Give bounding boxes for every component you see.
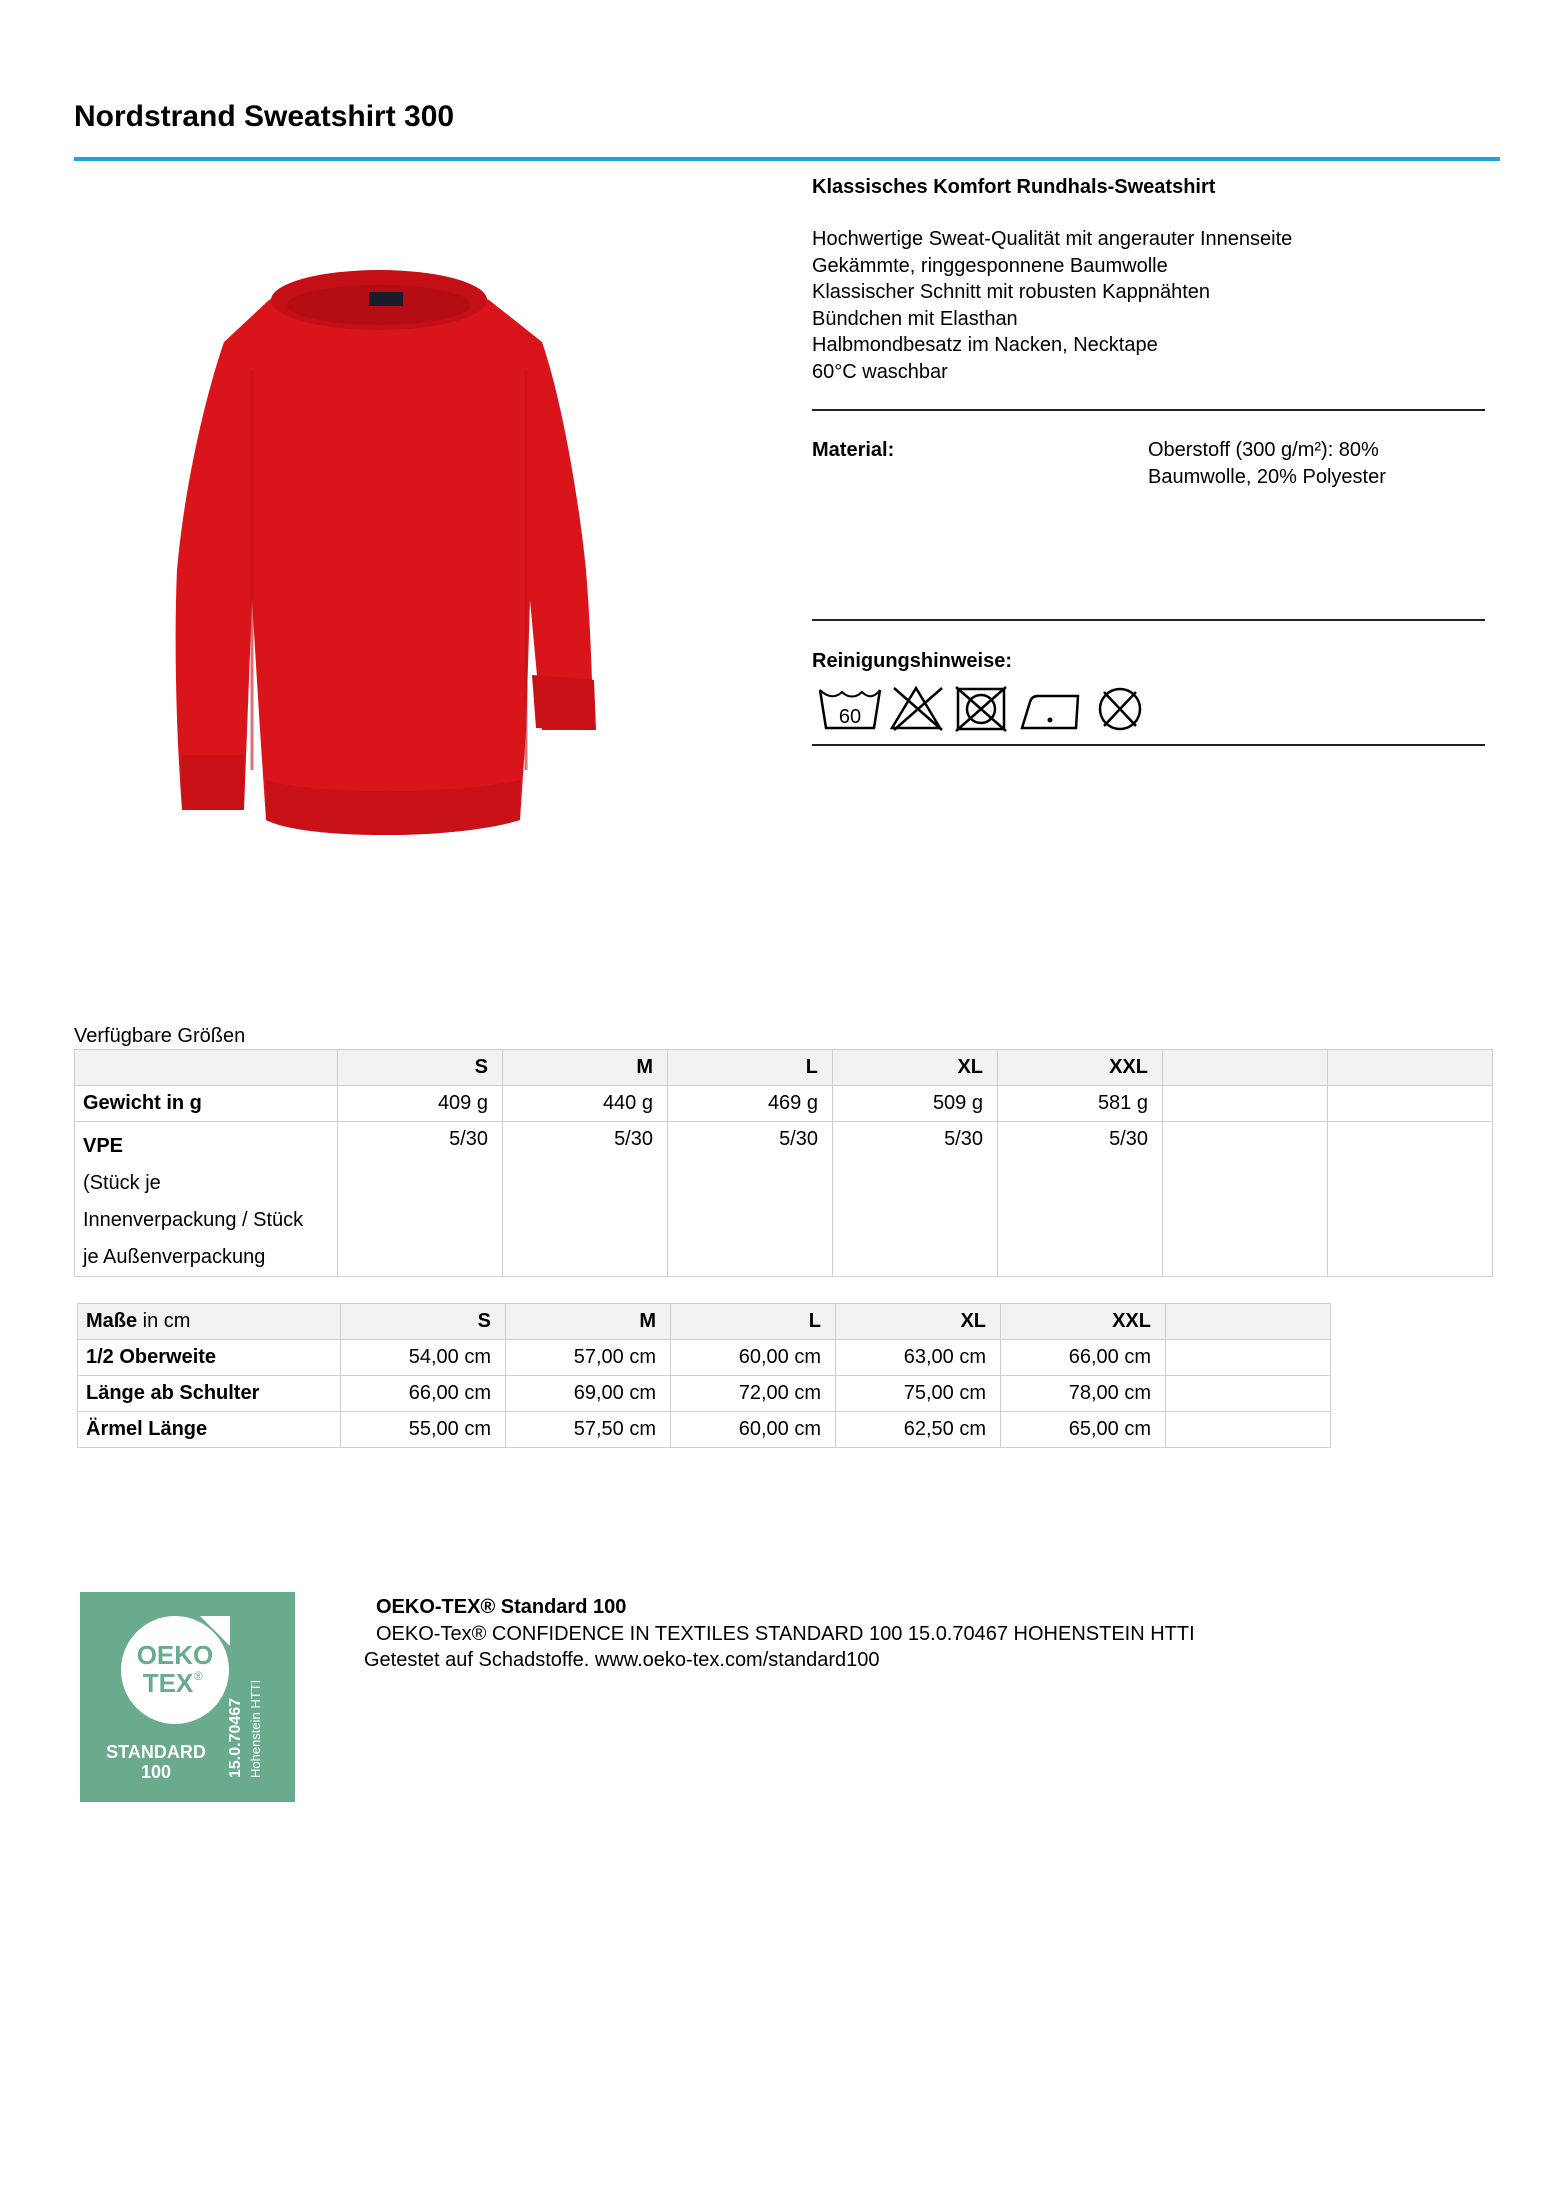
no-tumble-dry-icon bbox=[956, 687, 1006, 731]
header-cell bbox=[1163, 1050, 1328, 1086]
table-cell: 5/30 bbox=[998, 1122, 1163, 1277]
care-label: Reinigungshinweise: bbox=[812, 650, 1013, 672]
svg-text:Hohenstein HTTI: Hohenstein HTTI bbox=[248, 1679, 263, 1778]
no-bleach-icon bbox=[892, 688, 942, 730]
table-cell: 54,00 cm bbox=[341, 1340, 506, 1376]
table-cell: 72,00 cm bbox=[671, 1376, 836, 1412]
header-cell: S bbox=[341, 1304, 506, 1340]
row-label: 1/2 Oberweite bbox=[78, 1340, 341, 1376]
table-cell bbox=[1163, 1086, 1328, 1122]
table-row bbox=[78, 1412, 1331, 1448]
table-row bbox=[78, 1376, 1331, 1412]
table-cell: 60,00 cm bbox=[671, 1412, 836, 1448]
feature-item: 60°C waschbar bbox=[812, 360, 948, 383]
product-image bbox=[74, 170, 684, 970]
header-cell: XL bbox=[833, 1050, 998, 1086]
svg-text:STANDARD: STANDARD bbox=[106, 1742, 206, 1762]
feature-item: Halbmondbesatz im Nacken, Necktape bbox=[812, 334, 1158, 356]
table-cell: 66,00 cm bbox=[1001, 1340, 1166, 1376]
cert-line: Getestet auf Schadstoffe. www.oeko-tex.com/standard100 bbox=[364, 1649, 880, 1671]
header-cell: XXL bbox=[998, 1050, 1163, 1086]
table-cell bbox=[1166, 1376, 1331, 1412]
cert-title: OEKO-TEX® Standard 100 bbox=[376, 1596, 627, 1618]
title-rule bbox=[74, 157, 1500, 161]
table-cell: 409 g bbox=[338, 1086, 503, 1122]
table-cell: 69,00 cm bbox=[506, 1376, 671, 1412]
no-dry-clean-icon bbox=[1100, 689, 1140, 729]
divider bbox=[812, 619, 1485, 621]
table-cell: 57,50 cm bbox=[506, 1412, 671, 1448]
table-cell: 75,00 cm bbox=[836, 1376, 1001, 1412]
wash-60-icon bbox=[820, 690, 880, 728]
iron-low-icon bbox=[1022, 696, 1078, 728]
header-cell bbox=[1328, 1050, 1493, 1086]
feature-item: Bündchen mit Elasthan bbox=[812, 307, 1018, 330]
table-header-row bbox=[75, 1050, 1493, 1086]
row-label: Länge ab Schulter bbox=[78, 1376, 341, 1412]
row-label: Ärmel Länge bbox=[78, 1412, 341, 1448]
svg-text:100: 100 bbox=[140, 1762, 172, 1782]
vpe-note: je Außenverpackung bbox=[83, 1246, 266, 1268]
table-row bbox=[75, 1086, 1493, 1122]
care-symbols bbox=[818, 684, 1158, 734]
feature-item: Gekämmte, ringgesponnene Baumwolle bbox=[812, 254, 1168, 277]
neck-label bbox=[369, 292, 403, 306]
table-cell: 5/30 bbox=[503, 1122, 668, 1277]
svg-text:OEKO: OEKO bbox=[136, 1640, 214, 1670]
table-cell bbox=[1328, 1086, 1493, 1122]
svg-text:®: ® bbox=[194, 1669, 203, 1683]
table-cell: 66,00 cm bbox=[341, 1376, 506, 1412]
row-label bbox=[75, 1122, 338, 1277]
divider bbox=[812, 744, 1485, 746]
header-cell: XXL bbox=[1001, 1304, 1166, 1340]
header-cell: M bbox=[503, 1050, 668, 1086]
table-cell: 55,00 cm bbox=[341, 1412, 506, 1448]
table-cell: 62,50 cm bbox=[836, 1412, 1001, 1448]
vpe-note: Innenverpackung / Stück bbox=[83, 1209, 304, 1231]
header-cell: XL bbox=[836, 1304, 1001, 1340]
header-cell bbox=[78, 1304, 341, 1340]
certification-text bbox=[364, 1594, 1195, 1674]
table-cell: 60,00 cm bbox=[671, 1340, 836, 1376]
table-cell: 63,00 cm bbox=[836, 1340, 1001, 1376]
oeko-tex-logo bbox=[80, 1592, 295, 1802]
table-cell: 581 g bbox=[998, 1086, 1163, 1122]
material-label: Material: bbox=[812, 439, 895, 461]
table-cell: 509 g bbox=[833, 1086, 998, 1122]
divider bbox=[812, 409, 1485, 411]
vpe-label: VPE bbox=[83, 1135, 124, 1157]
material-value: Oberstoff (300 g/m²): 80% Baumwolle, 20% Polyester bbox=[1148, 439, 1386, 488]
measures-label-bold: Maße bbox=[86, 1310, 138, 1332]
table-cell: 469 g bbox=[668, 1086, 833, 1122]
header-cell bbox=[75, 1050, 338, 1086]
row-label: Gewicht in g bbox=[75, 1086, 338, 1122]
table-cell bbox=[1328, 1122, 1493, 1277]
feature-list bbox=[812, 226, 1292, 385]
table-cell: 5/30 bbox=[833, 1122, 998, 1277]
measures-label-rest: in cm bbox=[137, 1310, 191, 1332]
feature-item: Hochwertige Sweat-Qualität mit angerauter Innenseite bbox=[812, 228, 1293, 250]
table-cell: 57,00 cm bbox=[506, 1340, 671, 1376]
table-cell bbox=[1166, 1340, 1331, 1376]
table-cell bbox=[1166, 1412, 1331, 1448]
header-cell: S bbox=[338, 1050, 503, 1086]
header-cell: L bbox=[671, 1304, 836, 1340]
feature-item: Klassischer Schnitt mit robusten Kappnähten bbox=[812, 281, 1210, 303]
sizes-caption: Verfügbare Größen bbox=[74, 1025, 246, 1047]
header-cell: L bbox=[668, 1050, 833, 1086]
svg-text:15.0.70467: 15.0.70467 bbox=[227, 1697, 244, 1778]
table-header-row bbox=[78, 1304, 1331, 1340]
svg-text:60: 60 bbox=[838, 706, 862, 728]
header-cell: M bbox=[506, 1304, 671, 1340]
table-row bbox=[75, 1122, 1493, 1277]
table-cell: 5/30 bbox=[338, 1122, 503, 1277]
table-cell: 440 g bbox=[503, 1086, 668, 1122]
svg-text:TEX: TEX bbox=[142, 1668, 194, 1698]
cert-line: OEKO-Tex® CONFIDENCE IN TEXTILES STANDARD 100 15.0.70467 HOHENSTEIN HTTI bbox=[376, 1622, 1195, 1645]
table-cell: 78,00 cm bbox=[1001, 1376, 1166, 1412]
table-cell: 5/30 bbox=[668, 1122, 833, 1277]
table-row bbox=[78, 1340, 1331, 1376]
page-title: Nordstrand Sweatshirt 300 bbox=[74, 100, 455, 133]
header-cell bbox=[1166, 1304, 1331, 1340]
sizes-table bbox=[74, 1049, 1493, 1277]
vpe-note: (Stück je bbox=[83, 1172, 161, 1194]
table-cell: 65,00 cm bbox=[1001, 1412, 1166, 1448]
sweatshirt-illustration bbox=[74, 170, 684, 970]
table-cell bbox=[1163, 1122, 1328, 1277]
measures-table bbox=[77, 1303, 1331, 1448]
product-subtitle: Klassisches Komfort Rundhals-Sweatshirt bbox=[812, 176, 1216, 198]
